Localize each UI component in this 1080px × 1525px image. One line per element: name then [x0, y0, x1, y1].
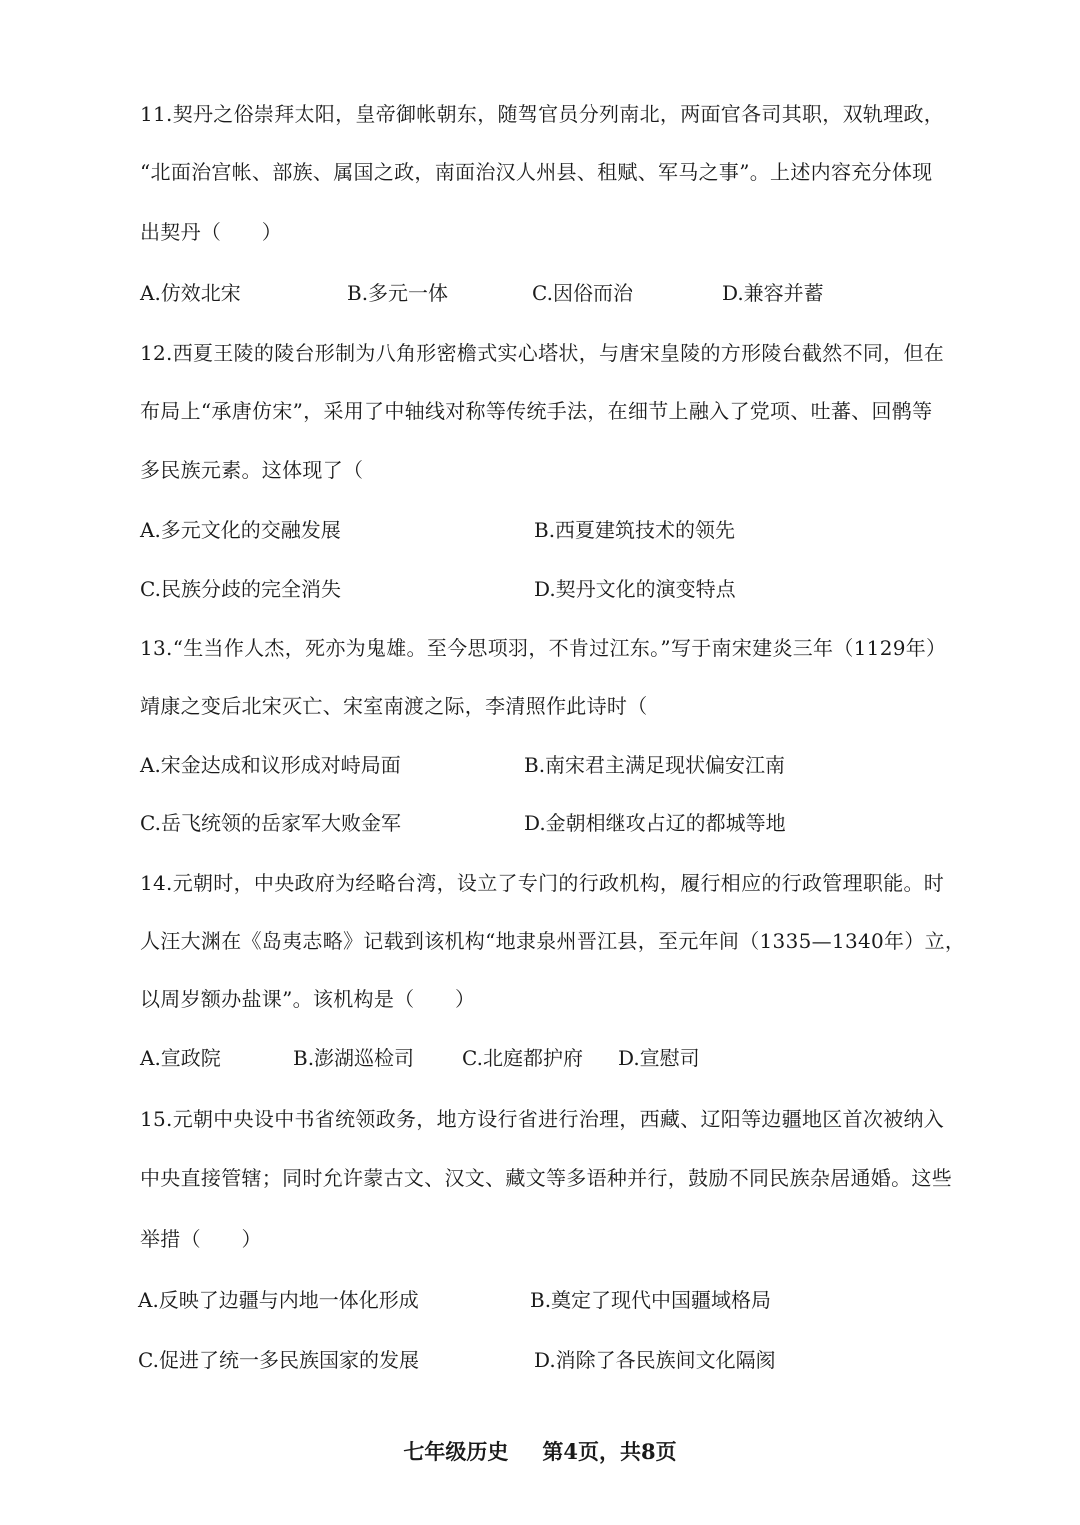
question-13-option-c: C.岳飞统领的岳家军大败金军 [140, 811, 401, 835]
question-11-option-d: D.兼容并蓄 [722, 281, 824, 305]
question-15-line-3: 举措（ ） [140, 1227, 262, 1251]
question-13-line-2: 靖康之变后北宋灭亡、宋室南渡之际，李清照作此诗时（ [140, 694, 648, 718]
question-12-line-1: 12.西夏王陵的陵台形制为八角形密檐式实心塔状，与唐宋皇陵的方形陵台截然不同，但在 [140, 341, 945, 365]
question-14-option-b: B.澎湖巡检司 [293, 1046, 415, 1070]
question-15-option-d: D.消除了各民族间文化隔阂 [534, 1348, 776, 1372]
question-14-line-1: 14.元朝时，中央政府为经略台湾，设立了专门的行政机构，履行相应的行政管理职能。时 [140, 871, 945, 895]
question-12-option-c: C.民族分歧的完全消失 [140, 577, 341, 601]
question-11-line-2: “北面治宫帐、部族、属国之政，南面治汉人州县、租赋、军马之事”。上述内容充分体现 [140, 160, 933, 184]
question-15-option-a: A.反映了边疆与内地一体化形成 [138, 1288, 419, 1312]
question-14-line-3: 以周岁额办盐课”。该机构是（ ） [140, 987, 476, 1011]
question-13-option-d: D.金朝相继攻占辽的都城等地 [524, 811, 786, 835]
question-15-option-b: B.奠定了现代中国疆域格局 [530, 1288, 772, 1312]
question-12-option-a: A.多元文化的交融发展 [140, 518, 341, 542]
question-15-line-1: 15.元朝中央设中书省统领政务，地方设行省进行治理，西藏、辽阳等边疆地区首次被纳入 [140, 1107, 945, 1131]
page-footer [0, 1437, 1080, 1467]
question-15-option-c: C.促进了统一多民族国家的发展 [138, 1348, 419, 1372]
question-11-line-3: 出契丹（ ） [140, 220, 283, 244]
question-13-line-1: 13.“生当作人杰，死亦为鬼雄。至今思项羽，不肯过江东。”写于南宋建炎三年（1129年） [140, 636, 947, 660]
question-13-option-b: B.南宋君主满足现状偏安江南 [524, 753, 786, 777]
question-15-line-2: 中央直接管辖；同时允许蒙古文、汉文、藏文等多语种并行，鼓励不同民族杂居通婚。这些 [140, 1166, 952, 1190]
question-11-option-c: C.因俗而治 [532, 281, 633, 305]
question-13-option-a: A.宋金达成和议形成对峙局面 [140, 753, 401, 777]
question-11-option-a: A.仿效北宋 [140, 281, 241, 305]
question-12-line-2: 布局上“承唐仿宋”，采用了中轴线对称等传统手法，在细节上融入了党项、吐蕃、回鹘等 [140, 399, 933, 423]
question-12-option-d: D.契丹文化的演变特点 [534, 577, 736, 601]
footer-page-number: 第4页，共8页 [542, 1439, 677, 1464]
question-11-option-b: B.多元一体 [347, 281, 449, 305]
question-12-line-3: 多民族元素。这体现了（ [140, 458, 364, 482]
question-14-option-c: C.北庭都护府 [462, 1046, 583, 1070]
question-14-option-d: D.宣慰司 [618, 1046, 700, 1070]
question-12-option-b: B.西夏建筑技术的领先 [534, 518, 736, 542]
question-14-option-a: A.宣政院 [140, 1046, 221, 1070]
footer-subject: 七年级历史 [403, 1439, 509, 1464]
question-14-line-2: 人汪大渊在《岛夷志略》记载到该机构“地隶泉州晋江县，至元年间（1335—1340年）立， [140, 929, 966, 953]
question-11-line-1: 11.契丹之俗崇拜太阳，皇帝御帐朝东，随驾官员分列南北，两面官各司其职，双轨理政， [140, 102, 945, 126]
